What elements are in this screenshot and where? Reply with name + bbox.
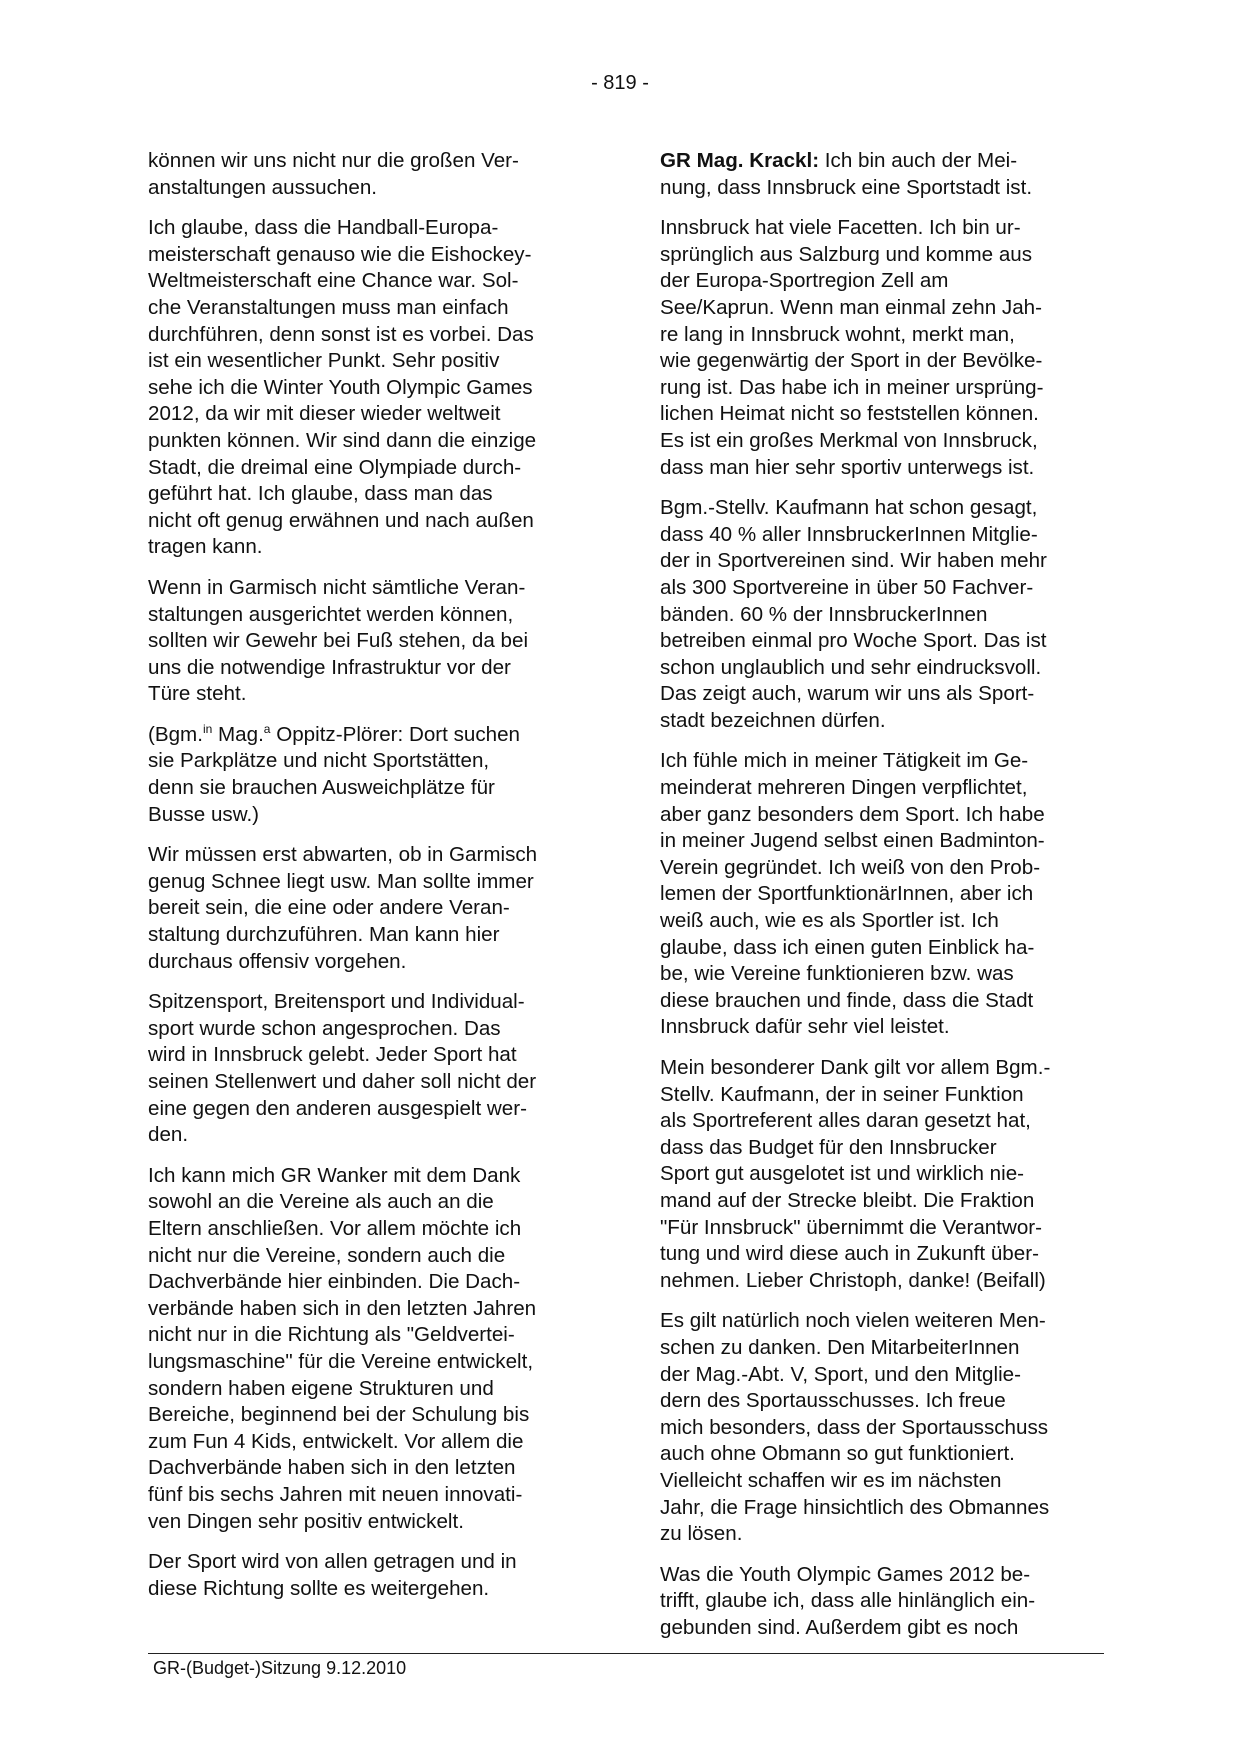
speaker-paragraph [660,148,1110,201]
paragraph: können wir uns nicht nur die großen Ver- anstaltungen aussuchen. [148,149,519,199]
paragraph: Was die Youth Olympic Games 2012 be- trifft, glaube ich, dass alle hinlänglich ein- gebunden sind. Außerdem gibt es noch [660,1562,1036,1639]
paragraph: Wir müssen erst abwarten, ob in Garmisch genug Schnee liegt usw. Man sollte immer bereit sein, die eine oder andere Veran- staltung durchzuführen. Man kann hier durchaus offensiv vorgehen. [148,843,538,973]
superscript: in [202,721,213,736]
paragraph: Ich kann mich GR Wanker mit dem Dank sowohl an die Vereine als auch an die Eltern anschließen. Vor allem möchte ich nicht nur die Vereine, sondern auch die Dachverbände hier einbinden. Die Dach- verbände haben sich in den letzten Jahren nicht nur in die Richtung als "Geldvertei- lungsmaschine" für die Vereine entwickelt, sondern haben eigene Strukturen und Bereiche, beginnend bei der Schulung bis zum Fun 4 Kids, entwickelt. Vor allem die Dachverbände haben sich in den letzten fünf bis sechs Jahren mit neuen innovati- ven Dingen sehr positiv entwickelt. [148,1163,537,1533]
paragraph: Spitzensport, Breitensport und Individual- sport wurde schon angesprochen. Das wird in Innsbruck gelebt. Jeder Sport hat seinen Stellenwert und daher soll nicht der eine gegen den anderen ausgespielt wer- den. [148,990,537,1147]
paragraph: Es gilt natürlich noch vielen weiteren Men- schen zu danken. Den MitarbeiterInnen der Mag.-Abt. V, Sport, und den Mitglie- dern des Sportausschusses. Ich freue mich besonders, dass der Sportausschuss auch ohne Obmann so gut funktioniert. Vielleicht schaffen wir es im nächsten Jahr, die Frage hinsichtlich des Obmannes zu lösen. [660,1309,1050,1546]
footer-session-label: GR-(Budget-)Sitzung 9.12.2010 [153,1658,407,1678]
left-column [148,148,588,1616]
interjection-paragraph [148,722,588,828]
paragraph: Mein besonderer Dank gilt vor allem Bgm.- Stellv. Kaufmann, der in seiner Funktion als Sportreferent alles daran gesetzt hat, dass das Budget für den Innsbrucker Sport gut ausgelotet ist und wirklich nie- mand auf der Strecke bleibt. Die Fraktion "Für Innsbruck" übernimmt die Verantwor- tung und wird diese auch in Zukunft über- nehmen. Lieber Christoph, danke! (Beifall) [660,1056,1051,1292]
interjection-text: Oppitz-Plörer: Dort suchen sie Parkplätze und nicht Sportstätten, denn sie brauchen Ausweichplätze für Busse usw.) [148,722,520,826]
footer-divider [148,1653,1104,1654]
speech-text: Ich bin auch der Mei- nung, dass Innsbruck eine Sportstadt ist. [660,149,1033,199]
paragraph: Innsbruck hat viele Facetten. Ich bin ur- sprünglich aus Salzburg und komme aus der Europa-Sportregion Zell am See/Kaprun. Wenn man einmal zehn Jah- re lang in Innsbruck wohnt, merkt man, wie gegenwärtig der Sport in der Bevölke- rung ist. Das habe ich in meiner ursprüng- lichen Heimat nicht so feststellen können. Es ist ein großes Merkmal von Innsbruck, dass man hier sehr sportiv unterwegs ist. [660,216,1044,479]
superscript: a [263,721,271,736]
paragraph: Der Sport wird von allen getragen und in diese Richtung sollte es weitergehen. [148,1550,517,1600]
paragraph: Ich fühle mich in meiner Tätigkeit im Ge- meinderat mehreren Dingen verpflichtet, aber ganz besonders dem Sport. Ich habe in meiner Jugend selbst einen Badminton- Verein gegründet. Ich weiß von den Prob- lemen der SportfunktionärInnen, aber ich weiß auch, wie es als Sportler ist. Ich glaube, dass ich einen guten Einblick ha- be, wie Vereine funktionieren bzw. was diese brauchen und finde, dass die Stadt Innsbruck dafür sehr viel leistet. [660,749,1045,1039]
paragraph: Wenn in Garmisch nicht sämtliche Veran- staltungen ausgerichtet werden können, sollten wir Gewehr bei Fuß stehen, da bei uns die notwendige Infrastruktur vor der Türe steht. [148,575,529,706]
page-number: - 819 - [591,72,649,94]
paragraph: Bgm.-Stellv. Kaufmann hat schon gesagt, dass 40 % aller InnsbruckerInnen Mitglie- der in Sportvereinen sind. Wir haben mehr als 300 Sportvereine in über 50 Fachver- bänden. 60 % der InnsbruckerInnen betreiben einmal pro Woche Sport. Das ist schon unglaublich und sehr eindrucksvoll. Das zeigt auch, warum wir uns als Sport- stadt bezeichnen dürfen. [660,496,1047,732]
interjection-text: (Bgm. [148,722,203,746]
right-column [660,148,1110,1655]
interjection-text: Mag. [212,722,264,746]
paragraph: Ich glaube, dass die Handball-Europa- meisterschaft genauso wie die Eishockey- Weltmeisterschaft eine Chance war. Sol- che Veranstaltungen muss man einfach durchführen, denn sonst ist es vorbei. Das ist ein wesentlicher Punkt. Sehr positiv sehe ich die Winter Youth Olympic Games 2012, da wir mit dieser wieder weltweit punkten können. Wir sind dann die einzige Stadt, die dreimal eine Olympiade durch- geführt hat. Ich glaube, dass man das nicht oft genug erwähnen und nach außen tragen kann. [148,216,537,559]
speaker-name: GR Mag. Krackl: [660,149,820,172]
